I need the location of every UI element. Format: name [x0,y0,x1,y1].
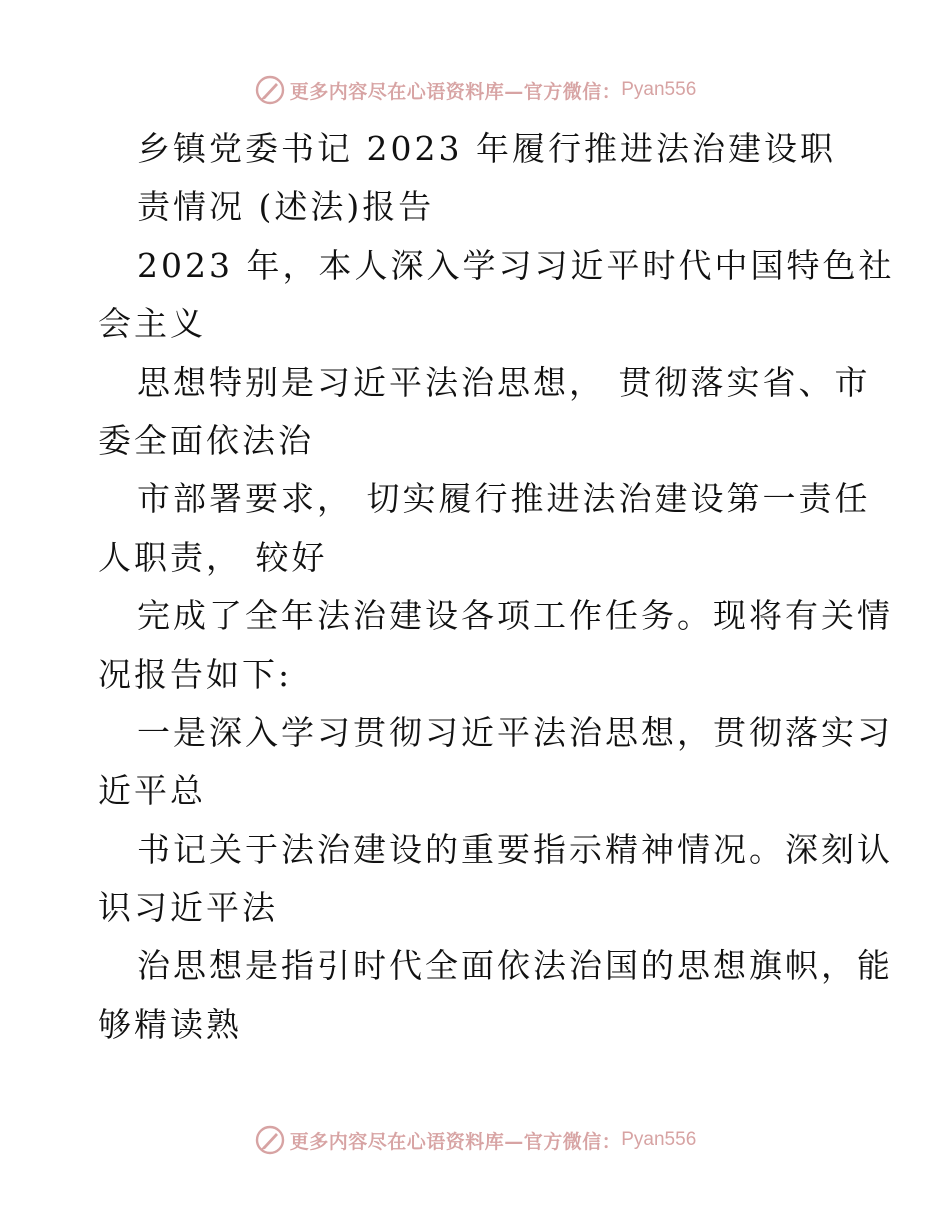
document-line: 况报告如下: [98,654,293,694]
document-line: 2023 年，本人深入学习习近平时代中国特色社 [137,245,895,285]
quill-seal-icon [254,1124,286,1156]
banner-contact: Pyan556 [621,79,697,100]
document-line: 近平总 [98,771,206,811]
document-line: 治思想是指引时代全面依法治国的思想旗帜，能 [137,946,893,986]
footer-banner [0,1120,950,1160]
quill-seal-icon [254,74,286,106]
header-banner [0,70,950,110]
document-line: 一是深入学习贯彻习近平法治思想，贯彻落实习 [137,712,893,752]
document-line: 责情况 (述法)报告 [137,187,435,227]
document-line: 乡镇党委书记 2023 年履行推进法治建设职 [137,129,836,168]
document-line: 完成了全年法治建设各项工作任务。现将有关情 [137,596,893,636]
document-line: 人职责， 较好 [98,537,328,577]
banner-text: 更多内容尽在心语资料库—官方微信： [289,80,622,103]
document-line: 够精读熟 [98,1004,242,1044]
banner-contact: Pyan556 [621,1129,697,1150]
document-line: 委全面依法治 [98,420,314,460]
document-line: 识习近平法 [98,888,278,928]
document-line: 思想特别是习近平法治思想， 贯彻落实省、市 [137,362,871,402]
document-line: 会主义 [98,304,206,344]
document-line: 市部署要求， 切实履行推进法治建设第一责任 [137,479,871,519]
banner-text: 更多内容尽在心语资料库—官方微信： [289,1130,622,1153]
document-line: 书记关于法治建设的重要指示精神情况。深刻认 [137,829,893,869]
document-body [98,120,895,1054]
